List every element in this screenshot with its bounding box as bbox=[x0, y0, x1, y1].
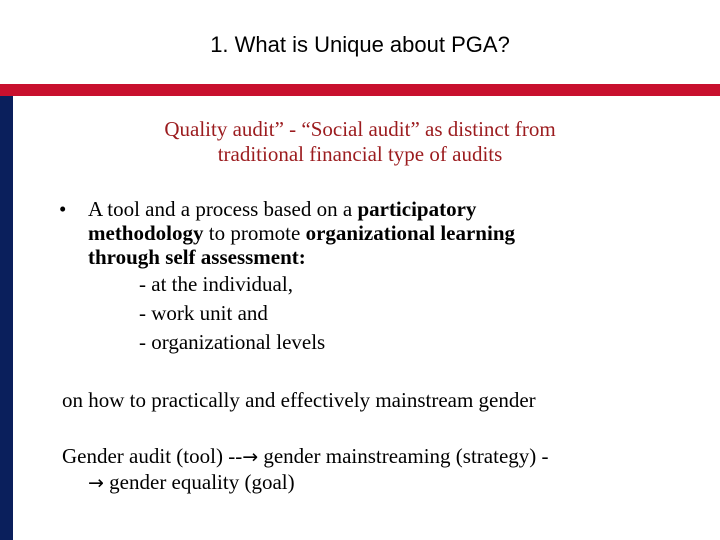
left-accent-bar bbox=[0, 96, 13, 540]
bullet-marker: • bbox=[59, 197, 67, 221]
bullet-point bbox=[59, 197, 642, 357]
gender-audit-text: Gender audit (tool) -- bbox=[62, 444, 243, 468]
subtitle-line-1: Quality audit” - “Social audit” as distinct from bbox=[164, 117, 556, 141]
slide-subtitle bbox=[30, 117, 690, 167]
bullet-bold-methodology: methodology bbox=[88, 221, 204, 245]
mainstream-paragraph: on how to practically and effectively mainstream gender bbox=[62, 388, 536, 412]
sub-item-work-unit: - work unit and bbox=[139, 301, 268, 325]
bullet-bold-participatory: participatory bbox=[357, 197, 477, 221]
gender-equality-text: gender equality (goal) bbox=[103, 470, 295, 494]
right-arrow-icon: → bbox=[242, 446, 259, 468]
bullet-text-2: to promote bbox=[203, 221, 306, 245]
gender-line-1 bbox=[62, 444, 549, 470]
subtitle-line-2: traditional financial type of audits bbox=[217, 142, 503, 166]
bullet-bold-self-assessment: through self assessment: bbox=[88, 245, 306, 269]
bullet-line-1 bbox=[59, 197, 642, 221]
bullet-line-3 bbox=[62, 245, 642, 269]
sub-item-individual: - at the individual, bbox=[139, 272, 293, 296]
bullet-text-1: A tool and a process based on a bbox=[88, 197, 358, 221]
header-divider-bar bbox=[0, 84, 720, 96]
right-arrow-icon: → bbox=[88, 472, 104, 494]
sub-item-org-levels: - organizational levels bbox=[139, 330, 326, 354]
slide-title: 1. What is Unique about PGA? bbox=[210, 32, 510, 57]
gender-mainstreaming-text: gender mainstreaming (strategy) - bbox=[258, 444, 549, 468]
gender-audit-paragraph bbox=[62, 444, 549, 496]
gender-line-2 bbox=[62, 470, 549, 496]
bullet-bold-org-learning: organizational learning bbox=[305, 221, 515, 245]
bullet-line-2 bbox=[62, 221, 642, 245]
